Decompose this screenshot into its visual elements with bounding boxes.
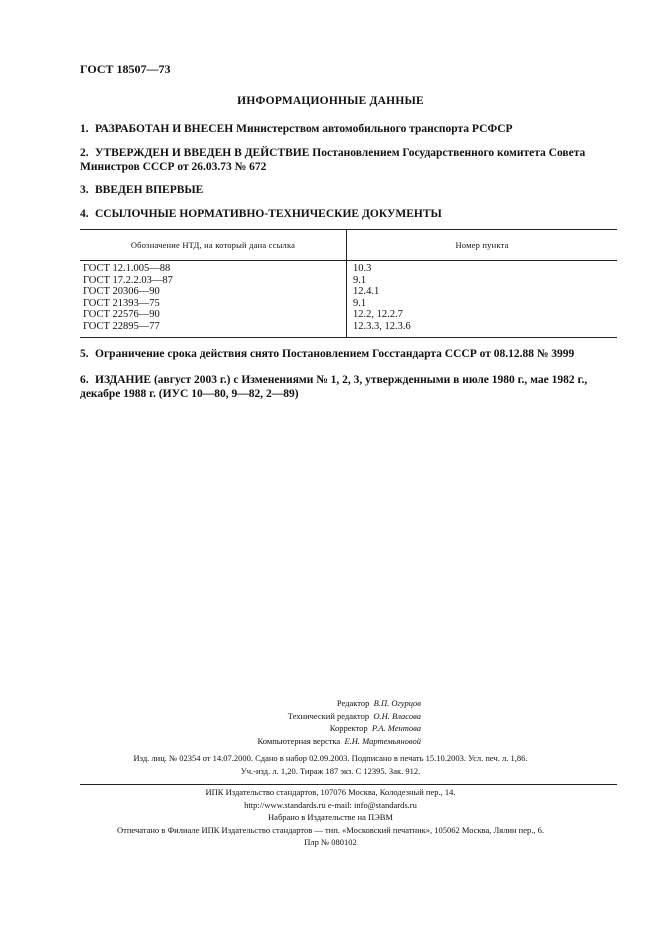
- table-header-clause: Номер пункта: [347, 230, 618, 261]
- table-cell-clause: 9.1: [353, 297, 367, 309]
- table-cell-clause: 10.3: [353, 263, 372, 274]
- table-cell-document: ГОСТ 22576—90: [83, 309, 160, 321]
- table-header-row: [80, 230, 617, 261]
- item-text: (август 2003 г.) с Изменениями № 1, 2, 3, утвержденными в июле 1980 г., мае 1982 г., декабре 1988 г. (ИУС 10—80, 9—82, 2—89): [80, 374, 588, 400]
- credits-block: [170, 697, 421, 747]
- table-cell-document: ГОСТ 21393—75: [83, 297, 160, 309]
- table-body-row: [80, 261, 617, 338]
- credit-role: Редактор: [336, 698, 370, 708]
- publisher-line: ИПК Издательство стандартов, 107076 Москва, Колодезный пер., 14.: [205, 787, 456, 797]
- item-number: 2.: [80, 147, 89, 159]
- publisher-line: http://www.standards.ru e-mail: info@standards.ru: [244, 799, 417, 810]
- clause-list-cell: [347, 261, 618, 338]
- table-cell-clause: 12.3.3, 12.3.6: [353, 320, 411, 332]
- credit-corrector: [170, 722, 421, 735]
- publisher-line: Набрано в Издательстве на ПЭВМ: [268, 812, 393, 823]
- document-list-cell: [80, 261, 347, 338]
- item-lead: ССЫЛОЧНЫЕ НОРМАТИВНО-ТЕХНИЧЕСКИЕ ДОКУМЕНТЫ: [95, 208, 442, 220]
- table-cell-document: ГОСТ 22895—77: [83, 320, 160, 332]
- item-number: 1.: [80, 123, 89, 135]
- imprint-line: Изд. лиц. № 02354 от 14.07.2000. Сдано в набор 02.09.2003. Подписано в печать 15.10.2003. Усл. печ. л. 1,86.: [133, 753, 528, 763]
- credit-name: Р.А. Ментова: [371, 723, 421, 734]
- item-number: 3.: [80, 184, 89, 196]
- info-item-6: [80, 373, 617, 401]
- credit-tech-editor: [170, 710, 421, 723]
- table-cell-clause: 12.2, 12.2.7: [353, 309, 403, 321]
- info-item-5: [80, 347, 617, 361]
- section-title: ИНФОРМАЦИОННЫЕ ДАННЫЕ: [237, 95, 424, 107]
- credit-name: Е.Н. Мартемьяновой: [344, 735, 421, 746]
- item-text: Постановлением Государственного комитета Совета Министров СССР от 26.03.73 № 672: [80, 147, 586, 173]
- item-lead: ВВЕДЕН ВПЕРВЫЕ: [95, 184, 204, 196]
- publisher-line: Плр № 080102: [304, 837, 357, 848]
- item-text: Ограничение срока действия снято Постановлением Госстандарта СССР от 08.12.88 № 3999: [95, 348, 575, 360]
- table-header-document: Обозначение НТД, на который дана ссылка: [80, 230, 347, 261]
- publisher-block: [0, 784, 661, 849]
- table-cell-document: ГОСТ 17.2.2.03—87: [83, 274, 173, 286]
- item-lead: ИЗДАНИЕ: [95, 374, 152, 386]
- credit-role: Компьютерная верстка: [257, 735, 341, 746]
- credit-role: Технический редактор: [287, 710, 370, 721]
- credit-role: Корректор: [329, 723, 368, 734]
- item-text: Министерством автомобильного транспорта РСФСР: [236, 123, 513, 135]
- publisher-line: Отпечатано в Филиале ИПК Издательство стандартов — тип. «Московский печатник», 105062 Москва, Лялин пер., 6.: [117, 824, 544, 835]
- imprint-line: Уч.-изд. л. 1,20. Тираж 187 экз. С 12395. Зак. 912.: [240, 765, 421, 776]
- item-number: 6.: [80, 374, 89, 386]
- info-item-2: [80, 146, 617, 174]
- table-cell-clause: 12.4.1: [353, 286, 380, 298]
- credit-editor: [170, 697, 421, 710]
- table-cell-clause: 9.1: [353, 274, 367, 286]
- item-lead: УТВЕРЖДЕН И ВВЕДЕН В ДЕЙСТВИЕ: [95, 147, 310, 159]
- references-table: [80, 229, 617, 338]
- credit-layout: [170, 735, 421, 748]
- credit-name: В.П. Огурцов: [373, 698, 421, 708]
- info-item-4: [80, 207, 617, 221]
- item-lead: РАЗРАБОТАН И ВНЕСЕН: [95, 123, 234, 135]
- document-code: ГОСТ 18507—73: [80, 62, 171, 76]
- item-number: 5.: [80, 348, 89, 360]
- credit-name: О.Н. Власова: [373, 710, 421, 721]
- info-item-3: [80, 183, 617, 197]
- item-number: 4.: [80, 208, 89, 220]
- imprint-block: [0, 752, 661, 777]
- table-cell-document: ГОСТ 20306—90: [83, 286, 160, 298]
- table-cell-document: ГОСТ 12.1.005—88: [83, 263, 171, 274]
- info-item-1: [80, 122, 617, 136]
